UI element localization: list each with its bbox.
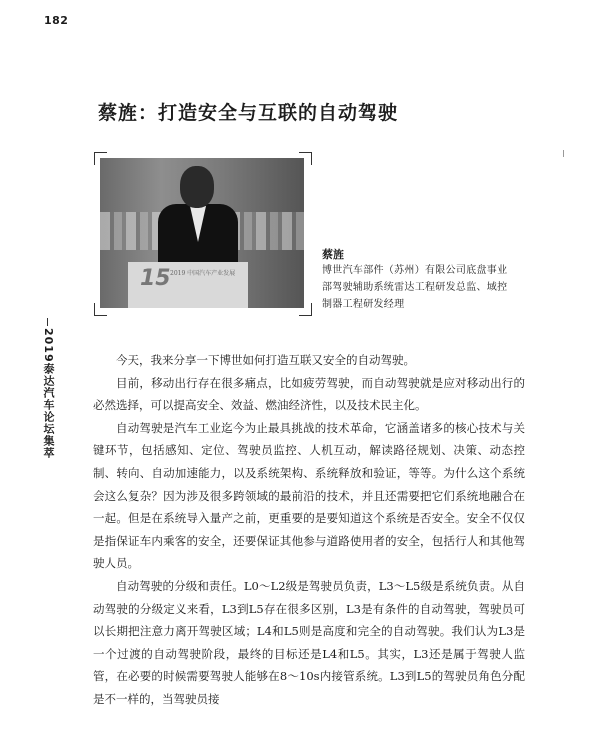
- paragraph: 今天，我来分享一下博世如何打造互联又安全的自动驾驶。: [116, 353, 415, 367]
- article-title: 蔡旌：打造安全与互联的自动驾驶: [98, 102, 399, 124]
- margin-mark: [563, 150, 564, 157]
- speaker-photo-frame: [94, 152, 312, 316]
- paragraph: 目前，移动出行存在很多痛点，比如疲劳驾驶，而自动驾驶就是应对移动出行的必然选择，可以提高安全、效益、燃油经济性，以及技术民主化。: [93, 375, 525, 413]
- speaker-name: 蔡旌: [322, 248, 344, 261]
- podium-logo: 15: [140, 266, 171, 291]
- speaker-photo: [100, 158, 304, 308]
- speaker-affiliation: 博世汽车部件（苏州）有限公司底盘事业部驾驶辅助系统雷达工程研发总监、域控制器工程研发经理: [322, 265, 508, 310]
- paragraph: 自动驾驶的分级和责任。L0～L2级是驾驶员负责，L3～L5级是系统负责。从自动驾驶的分级定义来看，L3到L5存在很多区别，L3是有条件的自动驾驶，驾驶员可以长期把注意力离开驾驶区域；L4和L5则是高度和完全的自动驾驶。我们认为L3是一个过渡的自动驾驶阶段，最终的目标还是L4和L5。其实，L3还是属于驾驶人监管，在必要的时候需要驾驶人能够在8～10s内接管系统。L3到L5的驾驶员角色分配是不一样的，当驾驶员接: [93, 578, 525, 706]
- paragraph: 自动驾驶是汽车工业迄今为止最具挑战的技术革命，它涵盖诸多的核心技术与关键环节，包括感知、定位、驾驶员监控、人机互动，解读路径规划、决策、动态控制、转向、自动加速能力，以及系统架构、系统释放和验证，等等。为什么这个系统会这么复杂？因为涉及很多跨领域的最前沿的技术，并且还需要把它们系统地融合在一起。但是在系统导入量产之前，更重要的是要知道这个系统是否安全。安全不仅仅是指保证车内乘客的安全，还要保证其他参与道路使用者的安全，包括行人和其他驾驶人员。: [93, 420, 525, 571]
- photo-speaker-head: [180, 166, 214, 208]
- sidebar-book-title: 2019泰达汽车论坛集萃: [42, 328, 55, 459]
- podium-caption: 2019 中国汽车产业发展: [170, 270, 236, 277]
- article-body: [93, 349, 525, 711]
- page-number: 182: [44, 14, 69, 27]
